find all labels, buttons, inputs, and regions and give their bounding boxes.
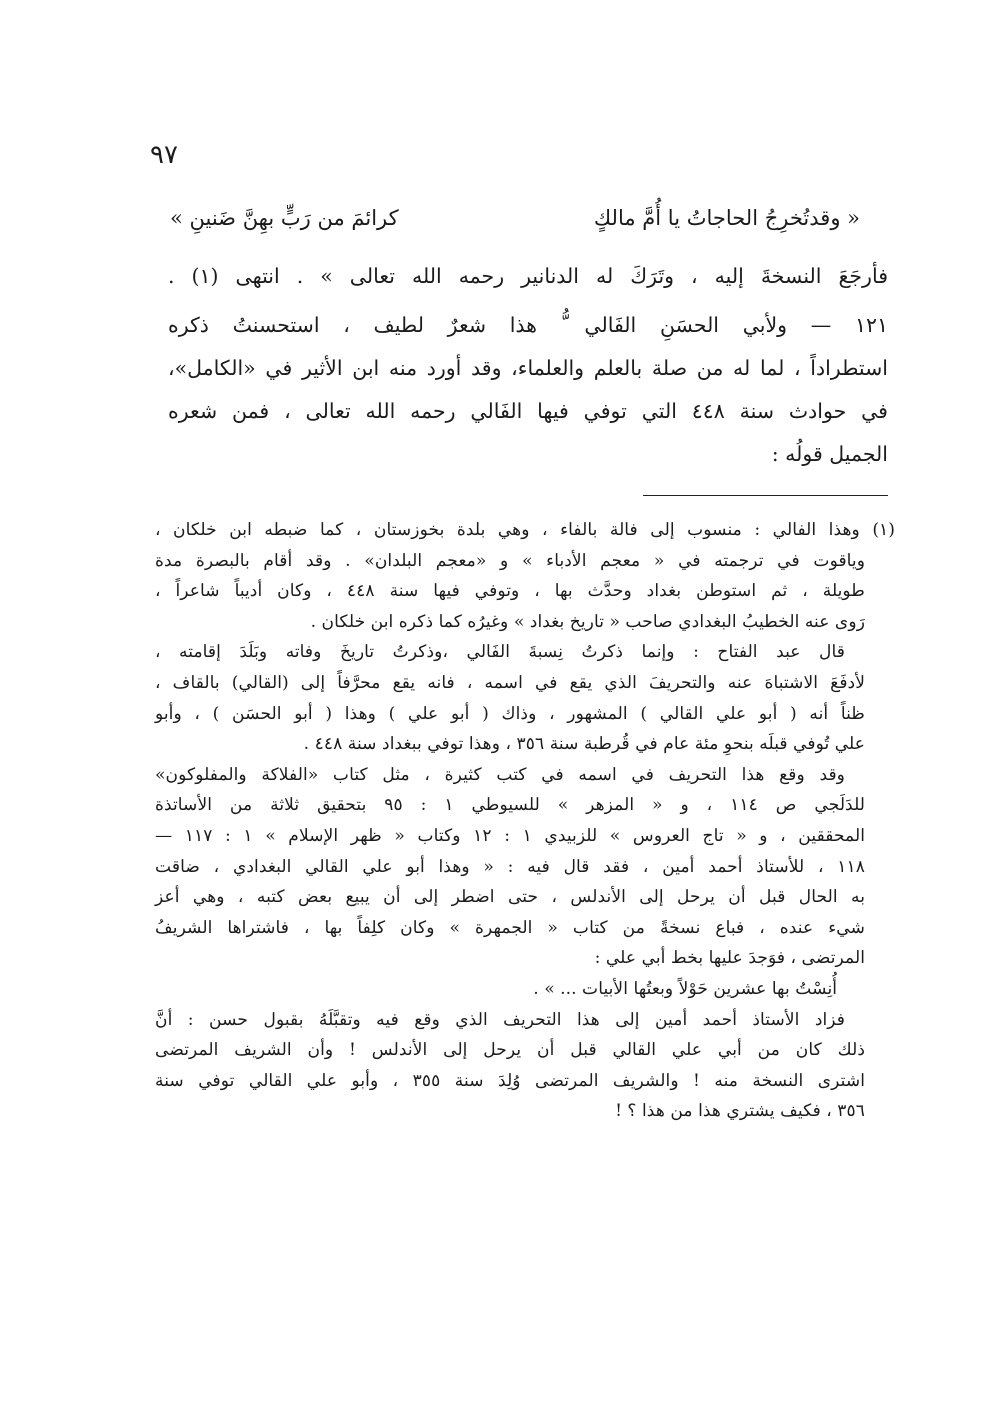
footnote-line: به الحال قبل أن يرحل إلى الأندلس ، حتى اضطر إلى أن يبيع بعض كتبه ، وهي أعز bbox=[155, 887, 865, 908]
footnote-line: ظناً أنه ( أبو علي القالي ) المشهور ، وذاك ( أبو علي ) وهذا ( أبو الحسَن ) ، وأبو bbox=[155, 703, 865, 724]
footnotes bbox=[155, 515, 895, 1127]
page-number: ٩٧ bbox=[150, 140, 178, 170]
footnote-line: اشترى النسخة منه ! والشريف المرتضى وُلِدَ سنة ٣٥٥ ، وأبو علي القالي توفي سنة bbox=[155, 1070, 865, 1091]
main-line: فأرجَعَ النسخةَ إليه ، وتَرَكَ له الدنانير رحمه الله تعالى » . انتهى (١) . bbox=[168, 264, 888, 288]
footnote-line: قال عبد الفتاح : وإنما ذكرتُ نِسبةَ الفَالي ،وذكرتُ تاريخَ وفاته وبَلَدَ إقامته ، bbox=[155, 642, 845, 663]
footnote-line: لأدفَعَ الاشتباهَ عنه والتحريفَ الذي يقع في اسمه ، فانه يقع محرَّفاً إلى (القالي) بالقاف ، bbox=[155, 672, 865, 693]
footnote-line: ٣٥٦ ، فكيف يشتري هذا من هذا ؟ ! bbox=[615, 1101, 865, 1122]
footnote-line: ١١٨ ، للأستاذ أحمد أمين ، فقد قال فيه : « وهذا أبو علي القالي البغدادي ، ضاقت bbox=[155, 856, 865, 877]
footnote-line: المحققين ، و « تاج العروس » للزبيدي ١ : ١٢ وكتاب « ظهر الإسلام » ١ : ١١٧ — bbox=[155, 825, 865, 846]
footnote-line: (١) وهذا الفالي : منسوب إلى فالة بالفاء ، وهي بلدة بخوزستان ، كما ضبطه ابن خلكان ، bbox=[155, 520, 895, 540]
main-line: ١٢١ — ولأبي الحسَنِ الفَالي ُّ هذا شعرٌ لطيف ، استحسنتُ ذكره bbox=[168, 313, 888, 337]
footnote-line: طويلة ، ثم استوطن بغداد وحدَّث بها ، وتوفي فيها سنة ٤٤٨ ، وكان أديباً شاعراً ، bbox=[155, 581, 865, 602]
main-line: في حوادث سنة ٤٤٨ التي توفي فيها الفَالي رحمه الله تعالى ، فمن شعره bbox=[168, 399, 888, 423]
footnote-line: المرتضى ، فوَجدَ عليها بخط أبي علي : bbox=[594, 948, 865, 969]
main-text bbox=[168, 255, 888, 476]
verse-first-hemistich: « وقدتُخرِجُ الحاجاتُ يا أُمَّ مالكٍ bbox=[593, 206, 860, 230]
footnote-line: ذلك كان من أبي علي القالي قبل أن يرحل إلى الأندلس ! وأن الشريف المرتضى bbox=[155, 1040, 865, 1061]
verse-second-hemistich: كرائمَ من رَبٍّ بهِنَّ ضَنينِ » bbox=[170, 206, 399, 230]
footnote-quoted-verse: أُنِسْتُ بها عشرين حَوْلاً وبعتُها الأبيات ... » . bbox=[533, 978, 837, 999]
main-line: استطراداً ، لما له من صلة بالعلم والعلماء، وقد أورد منه ابن الأثير في «الكامل»، bbox=[168, 356, 888, 380]
footnote-line: وقد وقع هذا التحريف في اسمه في كتب كثيرة ، مثل كتاب «الفلاكة والمفلوكون» bbox=[155, 764, 845, 785]
footnote-line: رَوى عنه الخطيبُ البغدادي صاحب « تاريخ بغداد » وغيرُه كما ذكره ابن خلكان . bbox=[310, 611, 865, 632]
footnote-line: فزاد الأستاذ أحمد أمين إلى هذا التحريف الذي وقع فيه وتقبَّلَهُ بقبول حسن : أنَّ bbox=[155, 1009, 845, 1030]
main-line: الجميل قولُه : bbox=[771, 442, 888, 466]
footnote-line: علي تُوفي قبلَه بنحوِ مئة عام في قُرطبة سنة ٣٥٦ ، وهذا توفي ببغداد سنة ٤٤٨ . bbox=[303, 734, 865, 755]
footnote-separator bbox=[643, 495, 888, 496]
poetry-verse bbox=[170, 200, 860, 240]
footnote-line: شيء عنده ، فباع نسخةً من كتاب « الجمهرة » وكان كلِفاً بها ، فاشتراها الشريفُ bbox=[155, 917, 865, 938]
footnote-line: للدَلَجي ص ١١٤ ، و « المزهر » للسيوطي ١ : ٩٥ بتحقيق ثلاثة من الأساتذة bbox=[155, 795, 866, 816]
footnote-line: وياقوت في ترجمته في « معجم الأدباء » و «معجم البلدان» . وقد أقام بالبصرة مدة bbox=[155, 550, 865, 571]
